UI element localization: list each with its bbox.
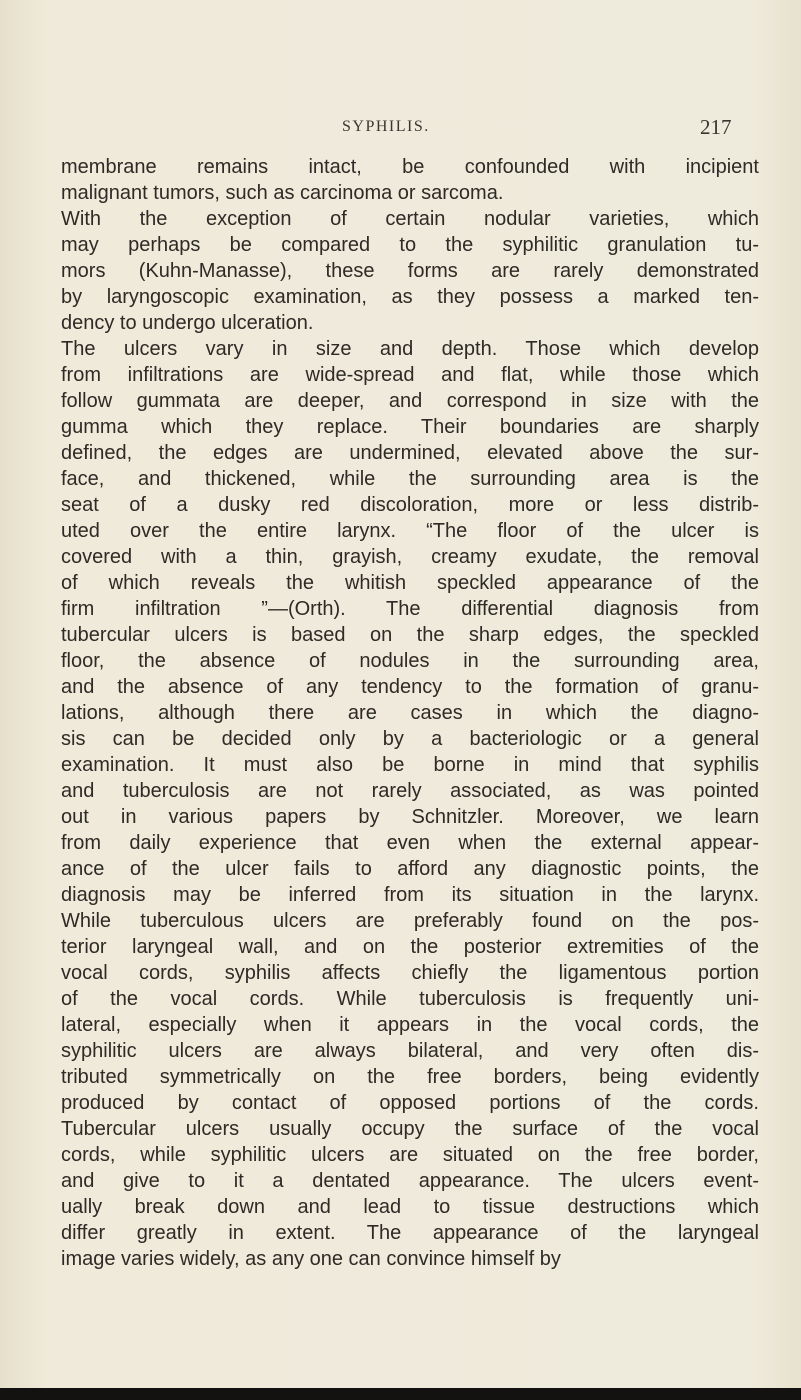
text-line: The ulcers vary in size and depth. Those which develop — [61, 338, 759, 360]
text-line: of which reveals the whitish speckled appearance of the — [61, 572, 759, 594]
text-line: image varies widely, as any one can convince himself by — [61, 1248, 561, 1270]
text-line: from infiltrations are wide-spread and flat, while those which — [61, 364, 759, 386]
text-line: syphilitic ulcers are always bilateral, and very often dis- — [61, 1040, 759, 1062]
text-line: by laryngoscopic examination, as they possess a marked ten- — [61, 286, 759, 308]
text-line: tributed symmetrically on the free borders, being evidently — [61, 1066, 759, 1088]
text-line: defined, the edges are undermined, elevated above the sur- — [61, 442, 759, 464]
text-line: uted over the entire larynx. “The floor of the ulcer is — [61, 520, 759, 542]
text-line: ance of the ulcer fails to afford any diagnostic points, the — [61, 858, 759, 880]
text-line: covered with a thin, grayish, creamy exudate, the removal — [61, 546, 759, 568]
text-line: mors (Kuhn-Manasse), these forms are rarely demonstrated — [61, 260, 759, 282]
text-line: sis can be decided only by a bacteriologic or a general — [61, 728, 759, 750]
text-line: from daily experience that even when the external appear- — [61, 832, 759, 854]
body-text — [61, 154, 759, 1272]
text-line: follow gummata are deeper, and correspond in size with the — [61, 390, 759, 412]
text-line: ually break down and lead to tissue destructions which — [61, 1196, 759, 1218]
text-line: vocal cords, syphilis affects chiefly the ligamentous portion — [61, 962, 759, 984]
running-head — [0, 115, 801, 142]
text-line: tubercular ulcers is based on the sharp edges, the speckled — [61, 624, 759, 646]
text-line: While tuberculous ulcers are preferably found on the pos- — [61, 910, 759, 932]
text-line: Tubercular ulcers usually occupy the surface of the vocal — [61, 1118, 759, 1140]
page-number: 217 — [700, 115, 732, 139]
page-bottom-edge — [0, 1388, 801, 1400]
text-line: terior laryngeal wall, and on the posterior extremities of the — [61, 936, 759, 958]
text-line: and tuberculosis are not rarely associated, as was pointed — [61, 780, 759, 802]
text-line: dency to undergo ulceration. — [61, 312, 314, 334]
text-line: and the absence of any tendency to the formation of granu- — [61, 676, 759, 698]
running-title: SYPHILIS. — [342, 118, 430, 135]
text-line: may perhaps be compared to the syphilitic granulation tu- — [61, 234, 759, 256]
text-line: examination. It must also be borne in mind that syphilis — [61, 754, 759, 776]
text-line: of the vocal cords. While tuberculosis is frequently uni- — [61, 988, 759, 1010]
text-line: face, and thickened, while the surrounding area is the — [61, 468, 759, 490]
text-line: With the exception of certain nodular varieties, which — [61, 208, 759, 230]
text-line: gumma which they replace. Their boundaries are sharply — [61, 416, 759, 438]
text-line: and give to it a dentated appearance. The ulcers event- — [61, 1170, 759, 1192]
text-line: diagnosis may be inferred from its situation in the larynx. — [61, 884, 759, 906]
text-line: lations, although there are cases in which the diagno- — [61, 702, 759, 724]
text-line: firm infiltration ”—(Orth). The differential diagnosis from — [61, 598, 759, 620]
text-line: malignant tumors, such as carcinoma or sarcoma. — [61, 182, 504, 204]
text-line: out in various papers by Schnitzler. Moreover, we learn — [61, 806, 759, 828]
text-line: lateral, especially when it appears in the vocal cords, the — [61, 1014, 759, 1036]
text-line: differ greatly in extent. The appearance of the laryngeal — [61, 1222, 759, 1244]
text-line: seat of a dusky red discoloration, more or less distrib- — [61, 494, 759, 516]
text-line: produced by contact of opposed portions of the cords. — [61, 1092, 759, 1114]
text-line: membrane remains intact, be confounded with incipient — [61, 156, 759, 178]
text-line: floor, the absence of nodules in the surrounding area, — [61, 650, 759, 672]
text-line: cords, while syphilitic ulcers are situated on the free border, — [61, 1144, 759, 1166]
